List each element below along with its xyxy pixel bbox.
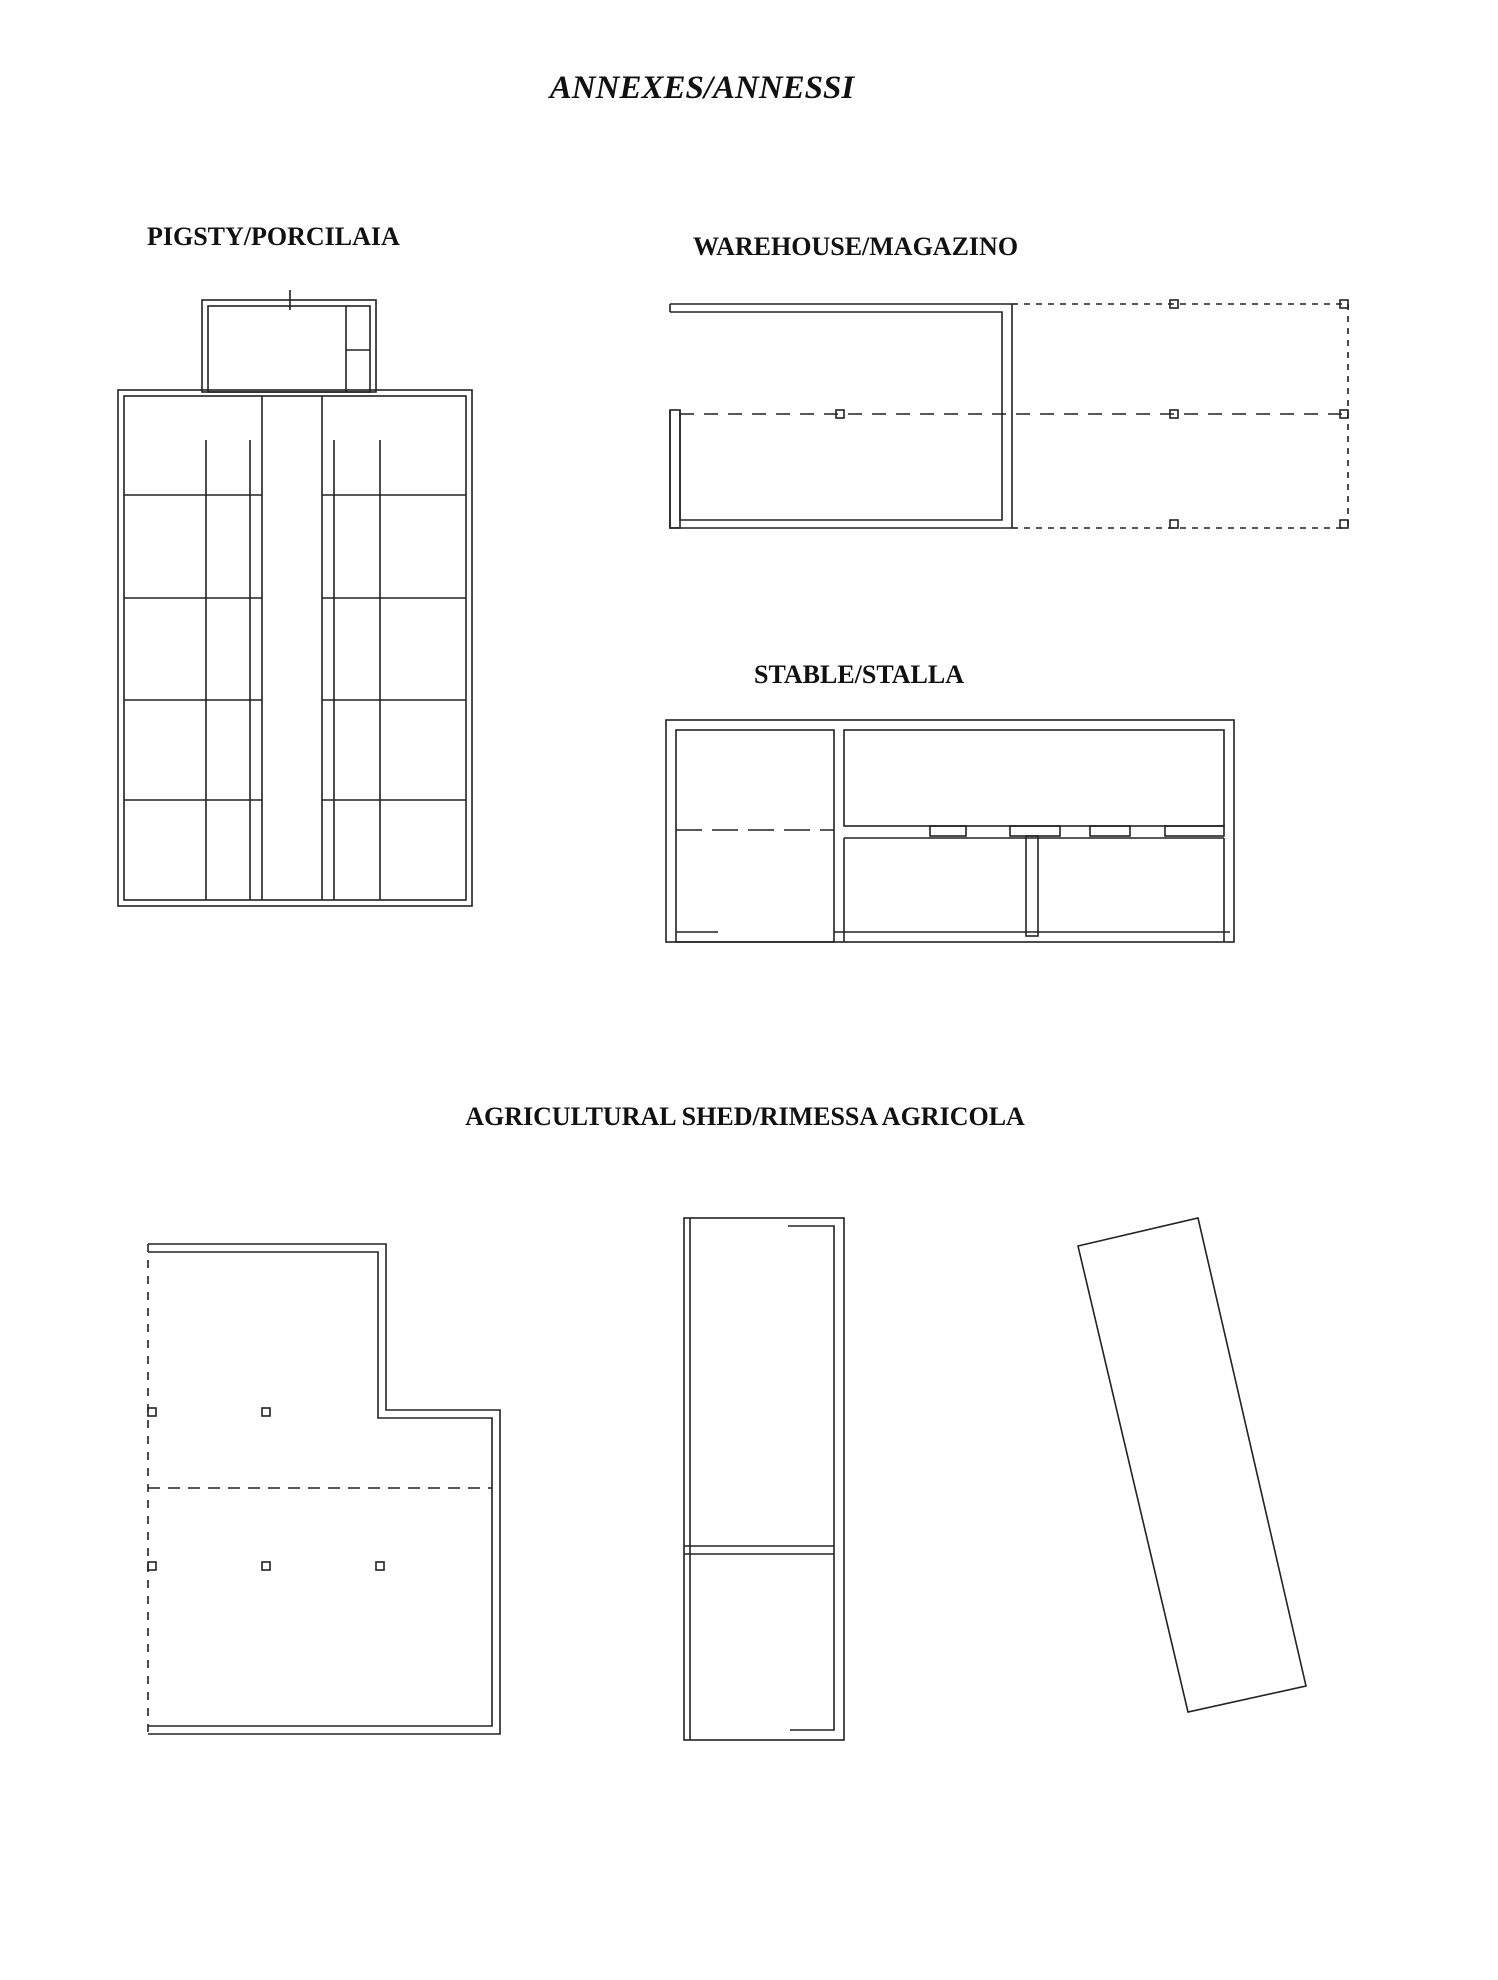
page-title: ANNEXES/ANNESSI: [549, 70, 855, 106]
stable-plan: [666, 720, 1234, 942]
warehouse-plan: [670, 300, 1348, 528]
warehouse-label: WAREHOUSE/MAGAZINO: [693, 232, 1019, 261]
pigsty-plan: [118, 290, 472, 906]
agricultural-shed-plan-1: [148, 1244, 500, 1734]
agricultural-shed-plan-2: [684, 1218, 844, 1740]
pigsty-label: PIGSTY/PORCILAIA: [147, 222, 400, 251]
agricultural-shed-plan-3: [1078, 1218, 1306, 1712]
agricultural-shed-label: AGRICULTURAL SHED/RIMESSA AGRICOLA: [465, 1102, 1025, 1131]
stable-label: STABLE/STALLA: [754, 660, 965, 689]
